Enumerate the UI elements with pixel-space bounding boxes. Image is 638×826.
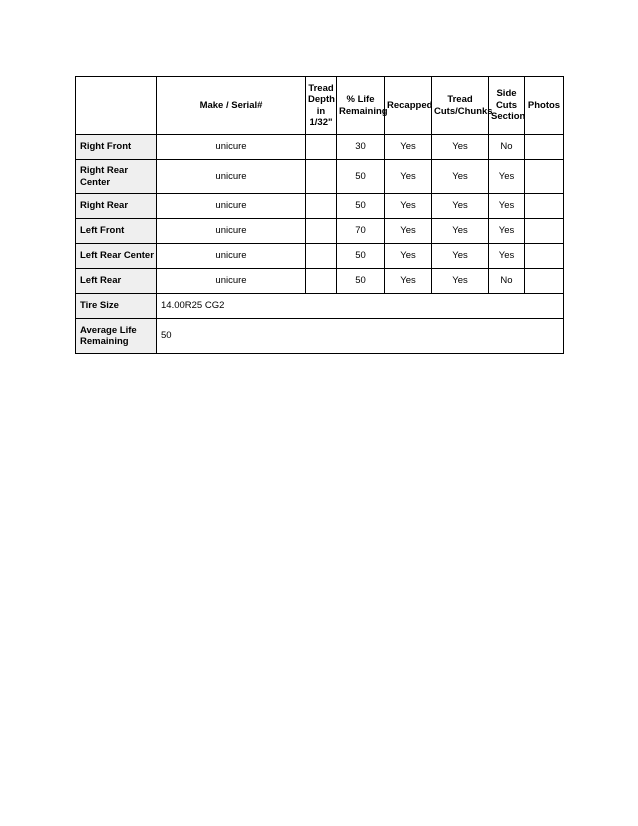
side-cuts-cell: Yes (489, 219, 525, 244)
tread-cuts-cell: Yes (432, 135, 489, 160)
side-cuts-cell: Yes (489, 160, 525, 194)
tread-cuts-cell: Yes (432, 194, 489, 219)
photos-cell (525, 135, 564, 160)
recapped-header: Recapped (385, 77, 432, 135)
table-row (76, 135, 564, 160)
tread-cuts-cell: Yes (432, 244, 489, 269)
tread-depth-cell (306, 219, 337, 244)
tread-depth-cell (306, 194, 337, 219)
life-remaining-cell: 30 (337, 135, 385, 160)
side-cuts-cell: Yes (489, 244, 525, 269)
side-cuts-cell: No (489, 269, 525, 294)
tread-cuts-cell: Yes (432, 219, 489, 244)
make-serial-cell: unicure (157, 269, 306, 294)
life-remaining-cell: 50 (337, 194, 385, 219)
side-cuts-header: Side Cuts Section (489, 77, 525, 135)
recapped-cell: Yes (385, 135, 432, 160)
average-life-value: 50 (157, 319, 564, 354)
tread-depth-header: Tread Depth in 1/32" (306, 77, 337, 135)
average-life-row (76, 319, 564, 354)
life-remaining-header: % Life Remaining (337, 77, 385, 135)
tire-position-label: Right Front (76, 135, 157, 160)
recapped-cell: Yes (385, 194, 432, 219)
table-row (76, 269, 564, 294)
make-serial-cell: unicure (157, 244, 306, 269)
recapped-cell: Yes (385, 160, 432, 194)
make-serial-header: Make / Serial# (157, 77, 306, 135)
tire-size-row (76, 294, 564, 319)
side-cuts-cell: Yes (489, 194, 525, 219)
recapped-cell: Yes (385, 219, 432, 244)
make-serial-cell: unicure (157, 194, 306, 219)
tread-depth-cell (306, 269, 337, 294)
table-row (76, 194, 564, 219)
photos-header: Photos (525, 77, 564, 135)
header-row (76, 77, 564, 135)
recapped-cell: Yes (385, 244, 432, 269)
tire-inspection-table (75, 76, 564, 354)
make-serial-cell: unicure (157, 219, 306, 244)
photos-cell (525, 160, 564, 194)
tire-size-value: 14.00R25 CG2 (157, 294, 564, 319)
table-row (76, 160, 564, 194)
tire-position-label: Left Rear (76, 269, 157, 294)
tire-position-label: Right Rear Center (76, 160, 157, 194)
photos-cell (525, 219, 564, 244)
tread-depth-cell (306, 244, 337, 269)
make-serial-cell: unicure (157, 160, 306, 194)
table-row (76, 219, 564, 244)
table-row (76, 244, 564, 269)
tire-position-label: Right Rear (76, 194, 157, 219)
photos-cell (525, 269, 564, 294)
life-remaining-cell: 50 (337, 244, 385, 269)
tire-position-label: Left Rear Center (76, 244, 157, 269)
tread-cuts-header: Tread Cuts/Chunks (432, 77, 489, 135)
photos-cell (525, 244, 564, 269)
tire-position-label: Left Front (76, 219, 157, 244)
tread-cuts-cell: Yes (432, 160, 489, 194)
average-life-label: Average Life Remaining (76, 319, 157, 354)
photos-cell (525, 194, 564, 219)
tread-depth-cell (306, 160, 337, 194)
recapped-cell: Yes (385, 269, 432, 294)
tire-size-label: Tire Size (76, 294, 157, 319)
tread-depth-cell (306, 135, 337, 160)
life-remaining-cell: 50 (337, 269, 385, 294)
side-cuts-cell: No (489, 135, 525, 160)
life-remaining-cell: 70 (337, 219, 385, 244)
make-serial-cell: unicure (157, 135, 306, 160)
corner-header-cell (76, 77, 157, 135)
life-remaining-cell: 50 (337, 160, 385, 194)
tread-cuts-cell: Yes (432, 269, 489, 294)
